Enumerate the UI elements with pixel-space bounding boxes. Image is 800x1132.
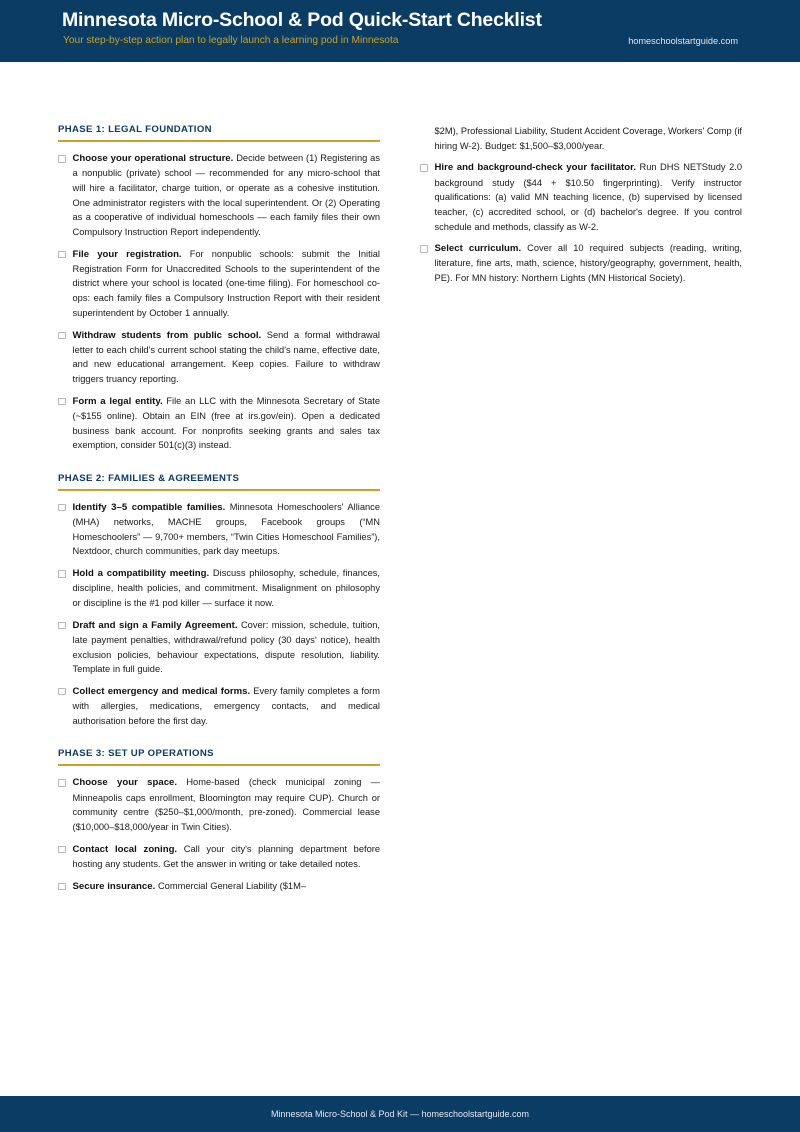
checkbox-icon[interactable] — [420, 164, 428, 172]
checklist-item-body: Run DHS NETStudy 2.0 background study ($44 + $10.50 fingerprinting). Verify instructor qualifications: (a) valid MN teaching licence, (b) supervised by licensed teacher, (c) accredited school, or (d) bachelor's degree. If you control schedule and methods, classify as W-2. — [434, 162, 742, 232]
checkbox-icon[interactable] — [58, 570, 66, 578]
checklist-item-title: Contact local zoning. — [72, 843, 178, 855]
right-column — [420, 124, 742, 293]
checklist-item-title: Select curriculum. — [434, 243, 522, 255]
checklist-item-text — [73, 151, 381, 240]
phase-rule-3 — [58, 764, 380, 766]
checklist-item-body: File an LLC with the Minnesota Secretary of State (~$155 online). Obtain an EIN (free at irs.gov/ein). Open a dedicated business bank account. For nonprofits seeking grants and sales tax exemption, consider 501(c)(3) instead. — [72, 395, 380, 451]
checkbox-icon[interactable] — [58, 846, 66, 854]
checklist-item[interactable] — [58, 394, 380, 453]
phase-heading-2 — [58, 473, 380, 491]
checklist-item-title: Choose your space. — [72, 777, 178, 789]
checklist-item-title: Hire and background-check your facilitator. — [434, 162, 636, 174]
checklist-item-title: Draft and sign a Family Agreement. — [72, 619, 238, 631]
checkbox-icon[interactable] — [58, 398, 66, 406]
checkbox-icon[interactable] — [420, 245, 428, 253]
checklist-item[interactable] — [58, 775, 380, 834]
checklist-item[interactable] — [58, 151, 380, 240]
checklist-item-body: Decide between (1) Registering as a nonpublic (private) school — recommended for any micro-school that will hire a facilitator, charge tuition, or operate as a cohesive institution. One administrator registers with the local superintendent. Or (2) Operating as a cooperative of individual homeschools — each family files their own Compulsory Instruction Report independently. — [72, 153, 381, 237]
checkbox-icon[interactable] — [58, 504, 66, 512]
checklist-item[interactable] — [420, 241, 742, 286]
continuation-text: $2M), Professional Liability, Student Accident Coverage, Workers' Comp (if hiring W-2). Budget: $1,500–$3,000/year. — [434, 126, 742, 151]
checklist-item-text — [435, 241, 743, 286]
page-title: Minnesota Micro-School & Pod Quick-Start Checklist — [62, 9, 542, 31]
checklist-item-title: Hold a compatibility meeting. — [72, 568, 210, 580]
checklist-item-text — [73, 684, 381, 729]
checklist-item-title: Form a legal entity. — [72, 395, 163, 407]
footer-text: Minnesota Micro-School & Pod Kit — homeschoolstartguide.com — [270, 1109, 530, 1119]
checklist-item[interactable] — [58, 684, 380, 729]
checklist-item[interactable] — [58, 328, 380, 387]
phase-label-1: PHASE 1: LEGAL FOUNDATION — [58, 124, 212, 135]
phase-label-2: PHASE 2: FAMILIES & AGREEMENTS — [58, 472, 240, 484]
checklist-item[interactable] — [58, 842, 380, 872]
checklist-item-title: Secure insurance. — [72, 880, 156, 892]
checklist-item-text — [73, 500, 381, 559]
checkbox-icon[interactable] — [58, 622, 66, 630]
checklist-item-text — [73, 328, 381, 387]
checklist-item-title: Choose your operational structure. — [72, 153, 234, 164]
checklist-item-text — [73, 394, 381, 453]
checklist-item-body: Send a formal withdrawal letter to each child's current school stating the child's name, effective date, and new educational arrangement. Keep copies. Failure to withdraw triggers truancy reporting. — [72, 329, 380, 385]
checkbox-icon[interactable] — [58, 779, 66, 787]
header-site-url: homeschoolstartguide.com — [628, 36, 738, 46]
checklist-content — [0, 62, 800, 1096]
page-subtitle: Your step-by-step action plan to legally launch a learning pod in Minnesota — [63, 35, 399, 46]
checkbox-icon[interactable] — [58, 332, 66, 340]
checklist-item-text — [73, 879, 381, 894]
checkbox-icon[interactable] — [58, 883, 66, 891]
phase-label-3: PHASE 3: SET UP OPERATIONS — [58, 748, 214, 760]
checklist-item[interactable] — [58, 500, 380, 559]
checkbox-icon[interactable] — [58, 688, 66, 696]
checklist-item-body: Minnesota Homeschoolers' Alliance (MHA) networks, MACHE groups, Facebook groups (“MN Homeschoolers” — 9,700+ members, “Twin Cities Homeschool Families”), Nextdoor, church communities, park day meetups. — [72, 501, 380, 557]
checklist-item-body: Every family completes a form with allergies, medications, emergency contacts, and medical authorisation before the first day. — [72, 685, 380, 726]
two-column-layout — [58, 124, 742, 901]
checklist-item-body: Cover all 10 required subjects (reading, writing, literature, fine arts, math, science, history/geography, government, health, PE). For MN history: Northern Lights (MN Historical Society). — [434, 243, 742, 284]
checklist-item-body: Home-based (check municipal zoning — Minneapolis caps enrollment, Bloomington may require CUP). Church or community centre ($250–$1,000/month, pre-zoned). Commercial lease ($10,000–$18,000/year in Twin Cities). — [72, 777, 381, 832]
checklist-item[interactable] — [58, 618, 380, 677]
phase-heading-1 — [58, 124, 380, 142]
page-header — [0, 0, 800, 62]
checkbox-icon[interactable] — [58, 155, 66, 163]
page-footer — [0, 1096, 800, 1132]
phase-rule-1 — [58, 140, 380, 142]
checklist-item-text — [73, 618, 381, 677]
checklist-item-text — [73, 247, 381, 321]
phase-heading-3 — [58, 748, 380, 766]
checklist-item[interactable] — [58, 566, 380, 611]
phase-rule-2 — [58, 489, 380, 491]
checklist-item-text — [73, 775, 381, 834]
checklist-item-text — [435, 160, 743, 234]
checklist-item-title: Withdraw students from public school. — [72, 329, 262, 341]
checklist-item-body: Call your city's planning department before hosting any students. Get the answer in writing or take detailed notes. — [72, 843, 381, 869]
checklist-item-body: Cover: mission, schedule, tuition, late payment penalties, withdrawal/refund policy (30 days' notice), health exclusion policies, behaviour expectations, dispute resolution, liability. Template in full guide. — [72, 619, 380, 675]
checklist-item[interactable] — [58, 247, 380, 321]
checklist-item[interactable] — [420, 160, 742, 234]
checklist-item-title: File your registration. — [72, 248, 182, 260]
left-column — [58, 124, 380, 901]
checklist-item-body: Discuss philosophy, schedule, finances, discipline, health policies, and commitment. Misalignment on philosophy or discipline is the #1 pod killer — surface it now. — [72, 568, 380, 608]
checklist-item-title: Identify 3–5 compatible families. — [72, 501, 226, 513]
checklist-item-body: Commercial General Liability ($1M– — [157, 880, 307, 891]
checklist-item-text — [73, 842, 381, 872]
checklist-item-text — [73, 566, 381, 611]
checklist-item-body: For nonpublic schools: submit the Initial Registration Form for Unaccredited Schools to the superintendent of the district where your school is located (one-time filing). For homeschool co-ops: each family files a Compulsory Instruction Report with their resident superintendent by October 1 annually. — [72, 248, 381, 318]
checklist-item-title: Collect emergency and medical forms. — [72, 685, 251, 697]
checklist-item[interactable] — [58, 879, 380, 894]
checkbox-icon[interactable] — [58, 251, 66, 259]
